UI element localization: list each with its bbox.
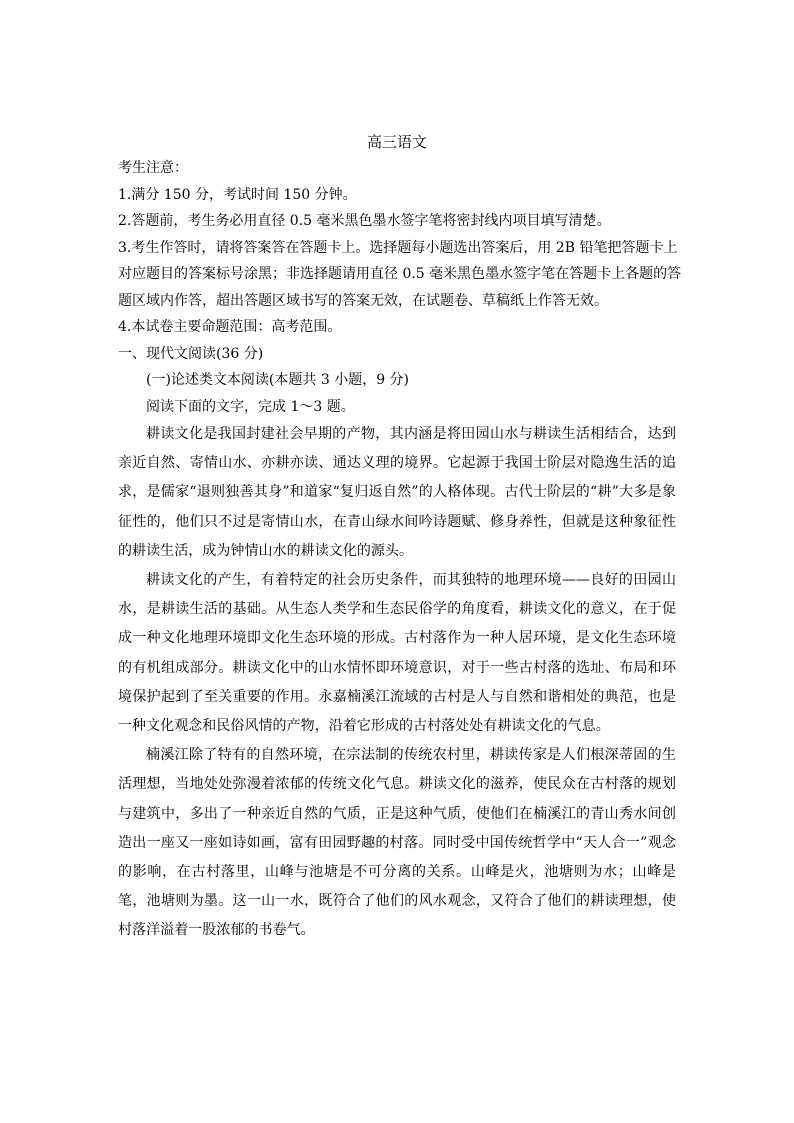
section-heading: 一、现代文阅读(36 分): [118, 345, 264, 362]
notice-item-3-line-3: 题区域内作答，超出答题区域书写的答案无效，在试题卷、草稿纸上作答无效。: [118, 292, 608, 309]
subsection-heading: (一)论述类文本阅读(本题共 3 小题，9 分): [146, 372, 410, 388]
notice-item-2: 2.答题前，考生务必用直径 0.5 毫米黑色墨水签字笔将密封线内项目填写清楚。: [118, 213, 611, 229]
paragraph-3: 楠溪江除了特有的自然环境，在宗法制的传统农村里，耕读传家是人们根深蒂固的生活理想，当地处处弥漫着浓郁的传统文化气息。耕读文化的滋养，使民众在古村落的规划与建筑中，多出了一种亲近自然的气质，正是这种气质，使他们在楠溪江的青山秀水间创造出一座又一座如诗如画，富有田园野趣的村落。同时受中国传统哲学中“天人合一”观念的影响，在古村落里，山峰与池塘是不可分离的关系。山峰是火，池塘则为水；山峰是笔，池塘则为墨。这一山一水，既符合了他们的风水观念，又符合了他们的耕读理想，使村落洋溢着一股浓郁的书卷气。: [118, 747, 676, 939]
notice-item-3-line-1: 3.考生作答时，请将答案答在答题卡上。选择题每小题选出答案后，用 2B 铅笔把答题卡上: [118, 239, 678, 256]
paragraph-1: 耕读文化是我国封建社会早期的产物，其内涵是将田园山水与耕读生活相结合，达到亲近自然、寄情山水、亦耕亦读、通达义理的境界。它起源于我国士阶层对隐逸生活的追求，是儒家“退则独善其身”和道家“复归返自然”的人格体现。古代士阶层的“耕”大多是象征性的，他们只不过是寄情山水，在青山绿水间吟诗题赋、修身养性，但就是这种象征性的耕读生活，成为钟情山水的耕读文化的源头。: [118, 426, 676, 559]
notice-heading: 考生注意：: [118, 160, 188, 176]
notice-item-4: 4.本试卷主要命题范围：高考范围。: [118, 319, 342, 335]
paragraph-2: 耕读文化的产生，有着特定的社会历史条件，而其独特的地理环境——良好的田园山水，是耕读生活的基础。从生态人类学和生态民俗学的角度看，耕读文化的意义，在于促成一种文化地理环境即文化生态环境的形成。古村落作为一种人居环境，是文化生态环境的有机组成部分。耕读文化中的山水情怀即环境意识，对于一些古村落的选址、布局和环境保护起到了至关重要的作用。永嘉楠溪江流域的古村是人与自然和谐相处的典范，也是一种文化观念和民俗风情的产物，沿着它形成的古村落处处有耕读文化的气息。: [118, 572, 676, 735]
notice-item-3-line-2: 对应题目的答案标号涂黑；非选择题请用直径 0.5 毫米黑色墨水签字笔在答题卡上各题的答: [118, 266, 682, 282]
reading-instruction: 阅读下面的文字，完成 1～3 题。: [146, 398, 355, 415]
document-body: [118, 155, 682, 946]
page-title: 高三语文: [366, 133, 427, 151]
notice-item-1: 1.满分 150 分，考试时间 150 分钟。: [118, 186, 357, 203]
